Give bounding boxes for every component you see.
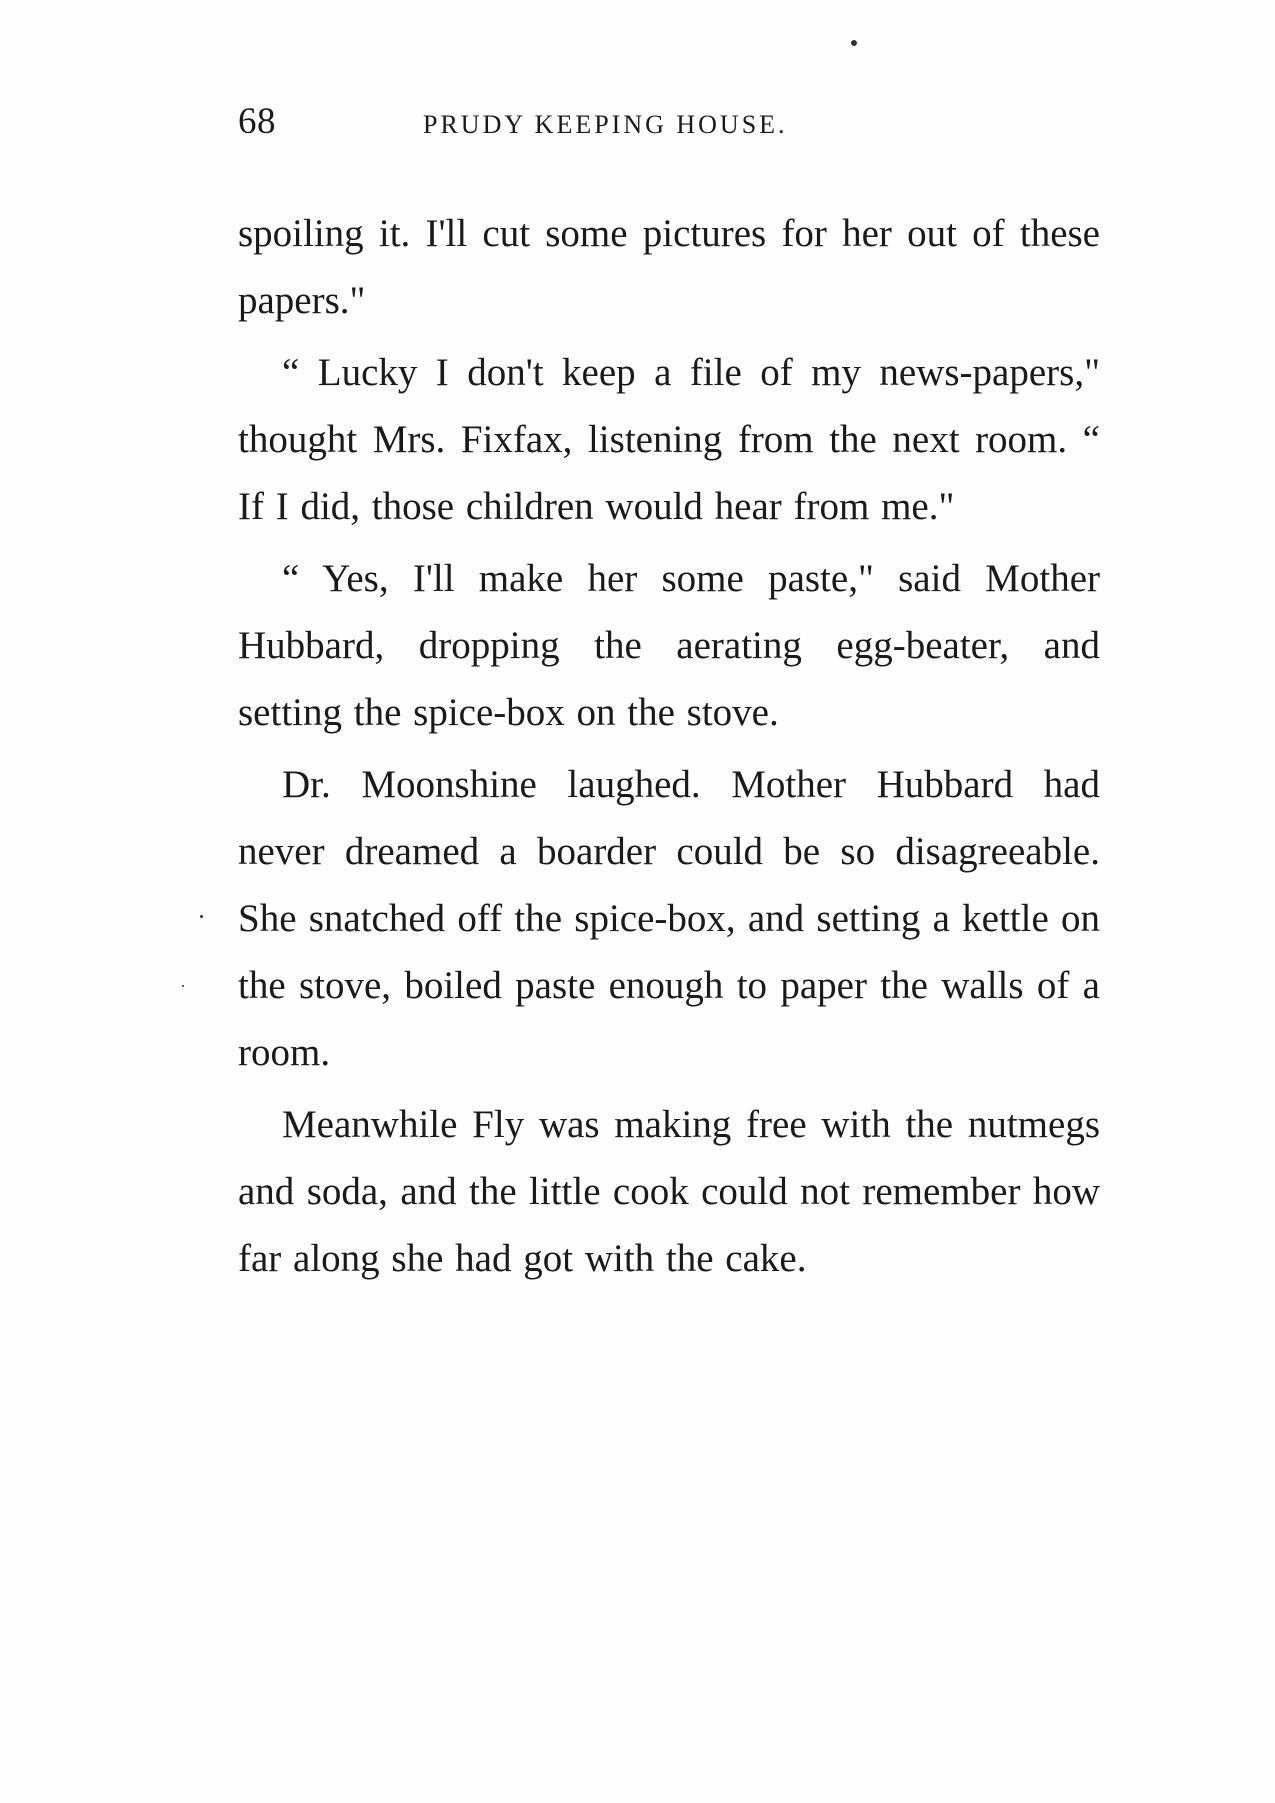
paragraph: “ Yes, I'll make her some paste," said Mother Hubbard, dropping the aerating egg-beater, and setting the spice-box on the stove.	[238, 557, 1100, 734]
paragraph: spoiling it. I'll cut some pictures for her out of these papers."	[238, 212, 1100, 322]
paragraph: Meanwhile Fly was making free with the nutmegs and soda, and the little cook could not remember how far along she had got with the cake.	[238, 1103, 1100, 1280]
running-title: PRUDY KEEPING HOUSE.	[423, 110, 788, 139]
ink-speck	[182, 985, 184, 987]
paragraph: Dr. Moonshine laughed. Mother Hubbard had never dreamed a boarder could be so disagreeable. She snatched off the spice-box, and setting a kettle on the stove, boiled paste enough to paper the walls of a room.	[238, 763, 1100, 1074]
paragraph: “ Lucky I don't keep a file of my news-papers," thought Mrs. Fixfax, listening from the next room. “ If I did, those children would hear from me."	[238, 351, 1100, 528]
body-text	[238, 200, 1100, 1292]
ink-speck	[200, 915, 203, 918]
page-header	[238, 100, 1098, 160]
page-number: 68	[238, 101, 276, 142]
ink-speck	[851, 40, 857, 46]
